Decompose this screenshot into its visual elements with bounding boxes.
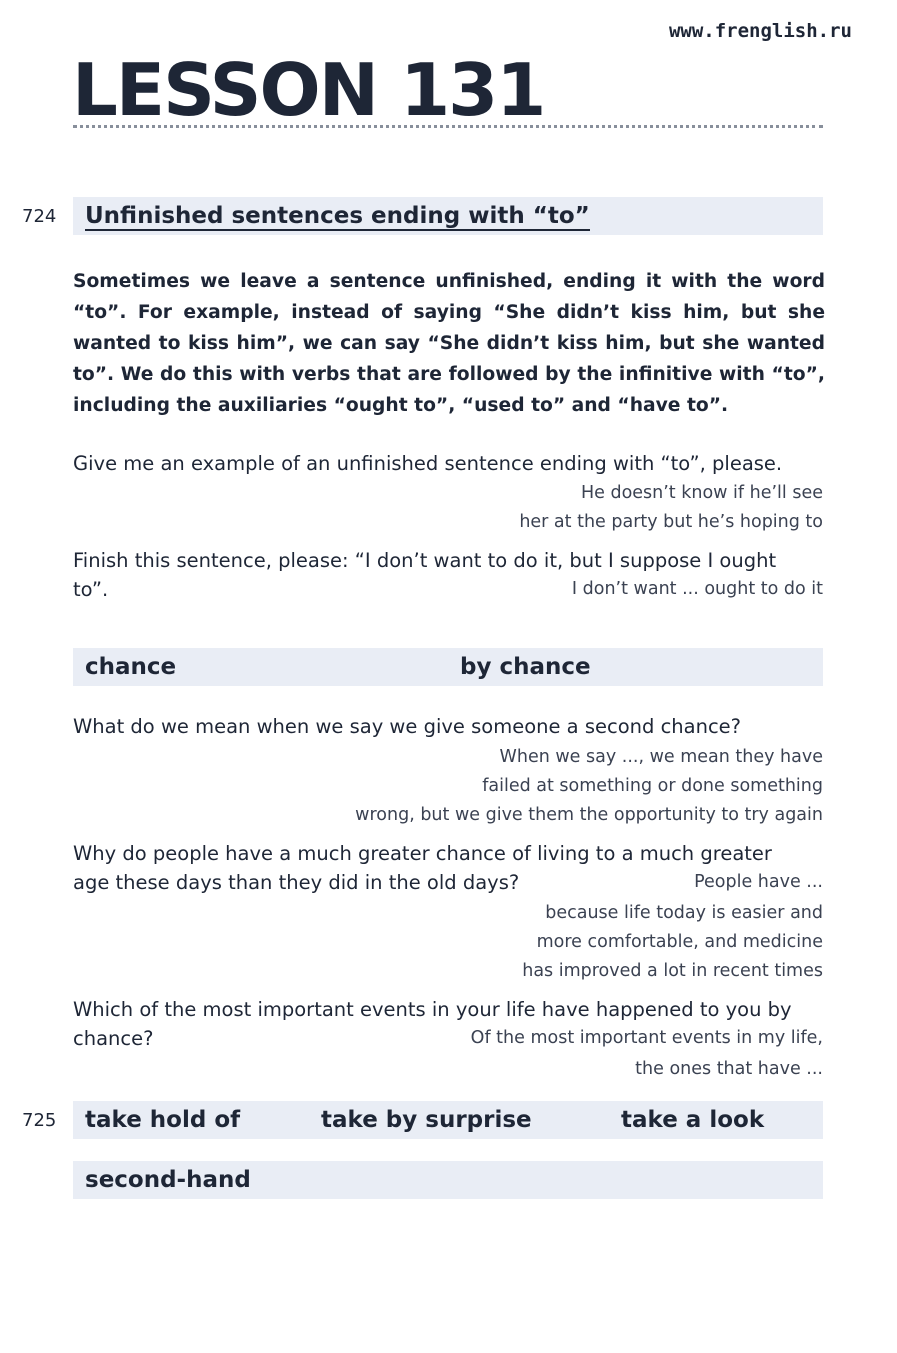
question-5-line-1: Which of the most important events in your life have happened to you by <box>73 998 792 1021</box>
vocab-word-take-a-look: take a look <box>621 1107 765 1133</box>
site-url[interactable]: www.frenglish.ru <box>668 20 852 42</box>
question-1: Give me an example of an unfinished sentence ending with “to”, please. <box>73 452 783 475</box>
question-2-line-1: Finish this sentence, please: “I don’t want to do it, but I suppose I ought <box>73 549 777 572</box>
vocab-band-chance <box>73 648 823 686</box>
title-divider <box>73 125 823 128</box>
section-heading: Unfinished sentences ending with “to” <box>85 203 590 229</box>
question-3: What do we mean when we say we give someone a second chance? <box>73 715 742 738</box>
question-5-line-2: chance? <box>73 1027 154 1050</box>
vocab-band-take <box>73 1101 823 1139</box>
question-4-line-2: age these days than they did in the old days? <box>73 871 520 894</box>
answer-4-line-2: because life today is easier and <box>545 903 823 923</box>
question-2-line-2: to”. <box>73 578 109 601</box>
vocab-word-second-hand: second-hand <box>85 1167 251 1193</box>
answer-2-line-1: I don’t want ... ought to do it <box>571 579 823 599</box>
section-heading-band <box>73 197 823 235</box>
answer-3-line-3: wrong, but we give them the opportunity to try again <box>355 805 823 825</box>
answer-3-line-2: failed at something or done something <box>482 776 823 796</box>
answer-4-line-1: People have ... <box>694 872 823 892</box>
intro-paragraph: Sometimes we leave a sentence unfinished, ending it with the word “to”. For example, instead of saying “She didn’t kiss him, but she wanted to kiss him”, we can say “She didn’t kiss him, but she wanted to”. We do this with verbs that are followed by the infinitive with “to”, including the auxiliaries “ought to”, “used to” and “have to”. <box>73 271 825 416</box>
answer-5-line-2: the ones that have ... <box>635 1059 823 1079</box>
vocab-word-chance: chance <box>85 654 177 680</box>
answer-5-line-1: Of the most important events in my life, <box>470 1028 823 1048</box>
answer-3-line-1: When we say ..., we mean they have <box>499 747 823 767</box>
vocab-word-take-hold-of: take hold of <box>85 1107 241 1133</box>
question-4-line-1: Why do people have a much greater chance of living to a much greater <box>73 842 772 865</box>
answer-1-line-1: He doesn’t know if he’ll see <box>580 483 823 503</box>
answer-4-line-4: has improved a lot in recent times <box>522 961 823 981</box>
section-number-725: 725 <box>22 1110 57 1131</box>
vocab-word-take-by-surprise: take by surprise <box>321 1107 532 1133</box>
answer-4-line-3: more comfortable, and medicine <box>536 932 823 952</box>
vocab-word-by-chance: by chance <box>460 654 591 680</box>
vocab-band-second-hand <box>73 1161 823 1199</box>
lesson-title: LESSON 131 <box>72 48 545 132</box>
section-number-724: 724 <box>22 206 57 227</box>
answer-1-line-2: her at the party but he’s hoping to <box>519 512 823 532</box>
